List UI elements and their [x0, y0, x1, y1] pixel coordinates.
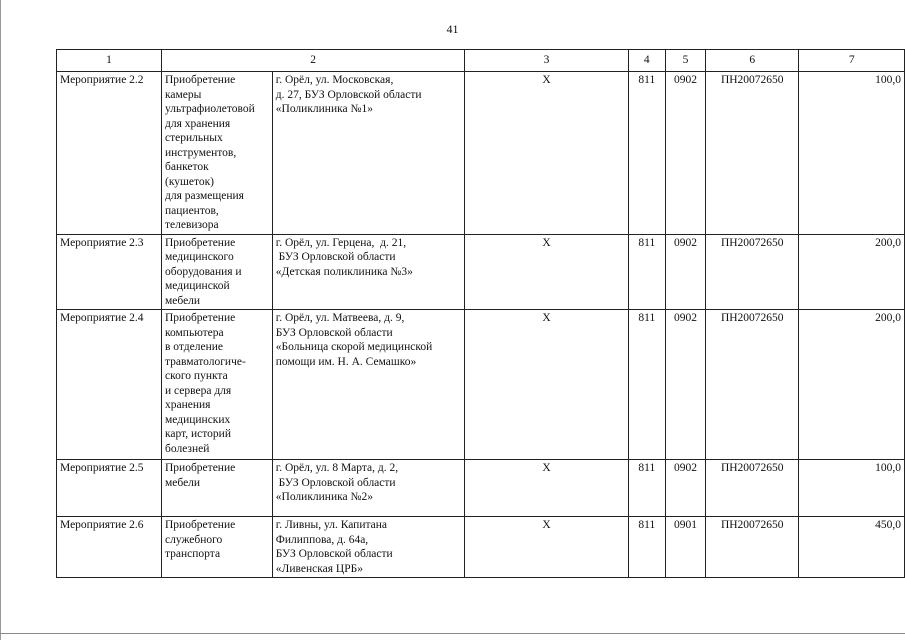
address-line: «Больница скорой медицинской — [275, 341, 433, 353]
item-name-cell — [162, 460, 273, 517]
item-name-line: инструментов, — [165, 146, 237, 159]
section-cell: 0902 — [665, 460, 705, 517]
address-line: Филиппова, д. 64а, — [275, 533, 369, 546]
item-name-line: (кушеток) — [165, 175, 215, 188]
event-cell: Мероприятие 2.4 — [57, 310, 162, 460]
address-line: г. Орёл, ул. Матвеева, д. 9, — [275, 312, 405, 324]
header-col-3: 3 — [465, 50, 629, 72]
item-name-line: оборудования и — [165, 265, 242, 278]
event-cell: Мероприятие 2.5 — [57, 460, 162, 517]
code-cell: 811 — [628, 517, 665, 578]
item-name-line: Приобретение — [165, 74, 236, 86]
item-name-line: стерильных — [165, 132, 223, 144]
item-name-line: медицинских — [165, 413, 231, 426]
address-line: помощи им. Н. А. Семашко» — [275, 355, 417, 368]
code-cell: 811 — [628, 460, 665, 517]
address-line: БУЗ Орловской области — [275, 251, 396, 263]
header-col-1: 1 — [57, 50, 162, 72]
item-name-line: ультрафиолетовой — [165, 103, 255, 115]
address-line: д. 27, БУЗ Орловской области — [275, 88, 422, 101]
item-name-line: Приобретение — [165, 519, 236, 531]
budget-table — [56, 49, 905, 578]
item-name-line: болезней — [165, 442, 210, 455]
item-name-cell — [162, 234, 273, 310]
item-name-cell — [162, 72, 273, 235]
address-line: г. Орёл, ул. Герцена, д. 21, — [275, 236, 407, 249]
event-cell: Мероприятие 2.6 — [57, 517, 162, 578]
header-col-5: 5 — [665, 50, 705, 72]
item-name-line: травматологиче- — [165, 355, 246, 368]
item-name-line: Приобретение — [165, 462, 236, 474]
header-col-7: 7 — [799, 50, 905, 72]
item-name-line: ского пункта — [165, 370, 228, 382]
address-cell — [272, 517, 464, 578]
amount-cell: 200,0 — [799, 234, 905, 310]
address-cell — [272, 460, 464, 517]
mark-cell: Х — [465, 234, 629, 310]
item-name-line: телевизора — [165, 219, 219, 231]
header-col-2: 2 — [162, 50, 465, 72]
address-cell — [272, 310, 464, 460]
table-row — [57, 460, 905, 517]
header-col-4: 4 — [628, 50, 665, 72]
item-name-line: Приобретение — [165, 236, 236, 249]
target-code-cell: ПН20072650 — [706, 460, 799, 517]
target-code-cell: ПН20072650 — [706, 310, 799, 460]
mark-cell: Х — [465, 310, 629, 460]
address-line: г. Ливны, ул. Капитана — [275, 519, 388, 531]
address-line: «Детская поликлиника №3» — [275, 265, 413, 278]
item-name-line: Приобретение — [165, 312, 236, 324]
item-name-line: в отделение — [165, 341, 223, 353]
item-name-line: банкеток — [165, 161, 209, 173]
item-name-line: мебели — [165, 476, 201, 489]
header-row — [57, 50, 905, 72]
header-col-6: 6 — [706, 50, 799, 72]
address-line: г. Орёл, ул. Московская, — [275, 74, 394, 86]
item-name-cell — [162, 517, 273, 578]
section-cell: 0901 — [665, 517, 705, 578]
item-name-cell — [162, 310, 273, 460]
table-body — [57, 72, 905, 578]
item-name-line: компьютера — [165, 326, 224, 339]
event-cell: Мероприятие 2.2 — [57, 72, 162, 235]
scan-bottom-edge — [0, 633, 905, 634]
amount-cell: 100,0 — [799, 72, 905, 235]
item-name-line: служебного — [165, 533, 223, 546]
item-name-line: для размещения — [165, 190, 244, 202]
address-line: БУЗ Орловской области — [275, 326, 393, 339]
page-number: 41 — [446, 22, 459, 36]
item-name-line: транспорта — [165, 548, 221, 560]
code-cell: 811 — [628, 310, 665, 460]
scan-left-edge — [0, 0, 1, 640]
item-name-line: хранения — [165, 399, 211, 411]
address-line: БУЗ Орловской области — [275, 548, 393, 560]
item-name-line: пациентов, — [165, 204, 219, 217]
section-cell: 0902 — [665, 310, 705, 460]
item-name-line: для хранения — [165, 117, 231, 130]
mark-cell: Х — [465, 460, 629, 517]
mark-cell: Х — [465, 72, 629, 235]
address-line: «Поликлиника №2» — [275, 491, 373, 503]
item-name-line: камеры — [165, 88, 202, 101]
item-name-line: медицинского — [165, 251, 234, 263]
target-code-cell: ПН20072650 — [706, 72, 799, 235]
address-line: БУЗ Орловской области — [275, 476, 396, 489]
address-cell — [272, 234, 464, 310]
amount-cell: 450,0 — [799, 517, 905, 578]
mark-cell: Х — [465, 517, 629, 578]
address-cell — [272, 72, 464, 235]
section-cell: 0902 — [665, 234, 705, 310]
section-cell: 0902 — [665, 72, 705, 235]
table-row — [57, 310, 905, 460]
target-code-cell: ПН20072650 — [706, 517, 799, 578]
item-name-line: мебели — [165, 294, 201, 307]
amount-cell: 100,0 — [799, 460, 905, 517]
table-row — [57, 72, 905, 235]
table-row — [57, 517, 905, 578]
item-name-line: карт, историй — [165, 428, 231, 440]
code-cell: 811 — [628, 72, 665, 235]
amount-cell: 200,0 — [799, 310, 905, 460]
table-row — [57, 234, 905, 310]
address-line: «Ливенская ЦРБ» — [275, 562, 363, 575]
target-code-cell: ПН20072650 — [706, 234, 799, 310]
address-line: г. Орёл, ул. 8 Марта, д. 2, — [275, 462, 399, 474]
event-cell: Мероприятие 2.3 — [57, 234, 162, 310]
item-name-line: медицинской — [165, 280, 230, 292]
code-cell: 811 — [628, 234, 665, 310]
address-line: «Поликлиника №1» — [275, 103, 373, 115]
item-name-line: и сервера для — [165, 384, 232, 397]
